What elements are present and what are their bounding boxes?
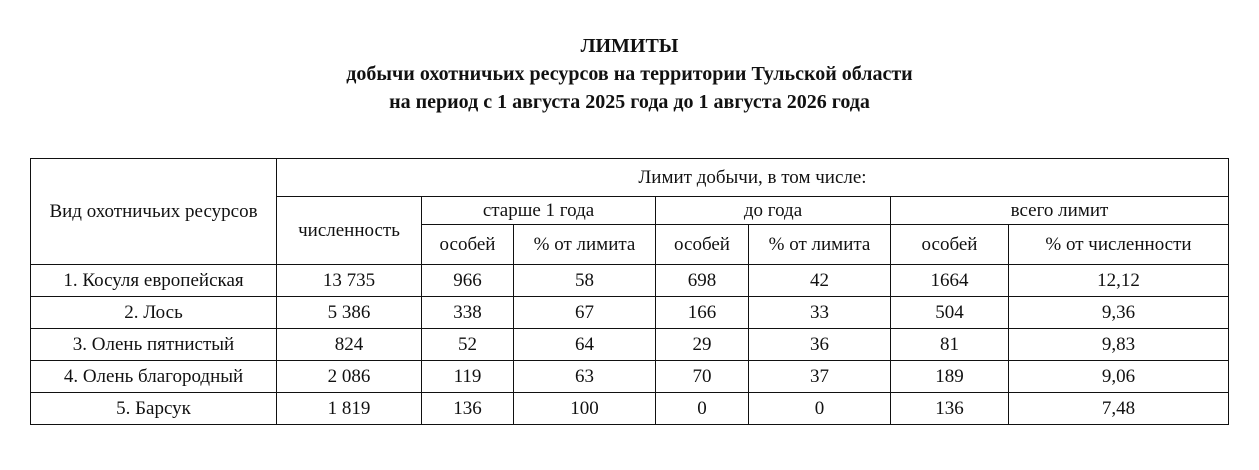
header-total-limit: всего лимит: [891, 197, 1229, 225]
table-row: [31, 297, 1229, 329]
title-line-1: ЛИМИТЫ: [580, 35, 679, 57]
cell-population: 5 386: [277, 297, 422, 329]
header-under-1-year: до года: [656, 197, 891, 225]
cell-total-pct: 9,83: [1009, 329, 1229, 361]
cell-older-individuals: 966: [422, 265, 514, 297]
cell-species: 5. Барсук: [31, 393, 277, 425]
cell-older-individuals: 136: [422, 393, 514, 425]
table-row: [31, 265, 1229, 297]
header-total-individuals: особей: [891, 225, 1009, 265]
title-line-2: добычи охотничьих ресурсов на территории Тульской области: [346, 63, 913, 85]
cell-under-pct: 33: [749, 297, 891, 329]
cell-under-pct: 42: [749, 265, 891, 297]
document-title: [0, 32, 1259, 116]
cell-older-pct: 67: [514, 297, 656, 329]
title-line-3: на период с 1 августа 2025 года до 1 августа 2026 года: [389, 91, 870, 113]
cell-older-individuals: 52: [422, 329, 514, 361]
header-total-pct: % от численности: [1009, 225, 1229, 265]
table-row: [31, 393, 1229, 425]
cell-older-pct: 64: [514, 329, 656, 361]
cell-total-individuals: 81: [891, 329, 1009, 361]
table-row: [31, 361, 1229, 393]
cell-under-individuals: 698: [656, 265, 749, 297]
cell-total-individuals: 504: [891, 297, 1009, 329]
header-species: Вид охотничьих ресурсов: [31, 159, 277, 265]
cell-population: 13 735: [277, 265, 422, 297]
cell-older-pct: 100: [514, 393, 656, 425]
cell-species: 1. Косуля европейская: [31, 265, 277, 297]
header-older-individuals: особей: [422, 225, 514, 265]
cell-under-individuals: 29: [656, 329, 749, 361]
table-row: [31, 329, 1229, 361]
cell-under-pct: 37: [749, 361, 891, 393]
header-limit-group: Лимит добычи, в том числе:: [277, 159, 1229, 197]
cell-species: 3. Олень пятнистый: [31, 329, 277, 361]
cell-older-individuals: 338: [422, 297, 514, 329]
cell-population: 1 819: [277, 393, 422, 425]
cell-under-pct: 36: [749, 329, 891, 361]
cell-total-individuals: 136: [891, 393, 1009, 425]
limits-table: [30, 158, 1229, 425]
cell-species: 2. Лось: [31, 297, 277, 329]
cell-total-pct: 7,48: [1009, 393, 1229, 425]
cell-under-individuals: 166: [656, 297, 749, 329]
cell-under-pct: 0: [749, 393, 891, 425]
cell-total-pct: 12,12: [1009, 265, 1229, 297]
cell-total-pct: 9,06: [1009, 361, 1229, 393]
cell-total-pct: 9,36: [1009, 297, 1229, 329]
cell-population: 2 086: [277, 361, 422, 393]
header-under-pct: % от лимита: [749, 225, 891, 265]
cell-total-individuals: 189: [891, 361, 1009, 393]
cell-under-individuals: 0: [656, 393, 749, 425]
cell-population: 824: [277, 329, 422, 361]
cell-total-individuals: 1664: [891, 265, 1009, 297]
header-older-pct: % от лимита: [514, 225, 656, 265]
cell-species: 4. Олень благородный: [31, 361, 277, 393]
header-under-individuals: особей: [656, 225, 749, 265]
cell-older-pct: 58: [514, 265, 656, 297]
cell-older-individuals: 119: [422, 361, 514, 393]
cell-older-pct: 63: [514, 361, 656, 393]
header-population: численность: [277, 197, 422, 265]
header-older-than-1-year: старше 1 года: [422, 197, 656, 225]
cell-under-individuals: 70: [656, 361, 749, 393]
